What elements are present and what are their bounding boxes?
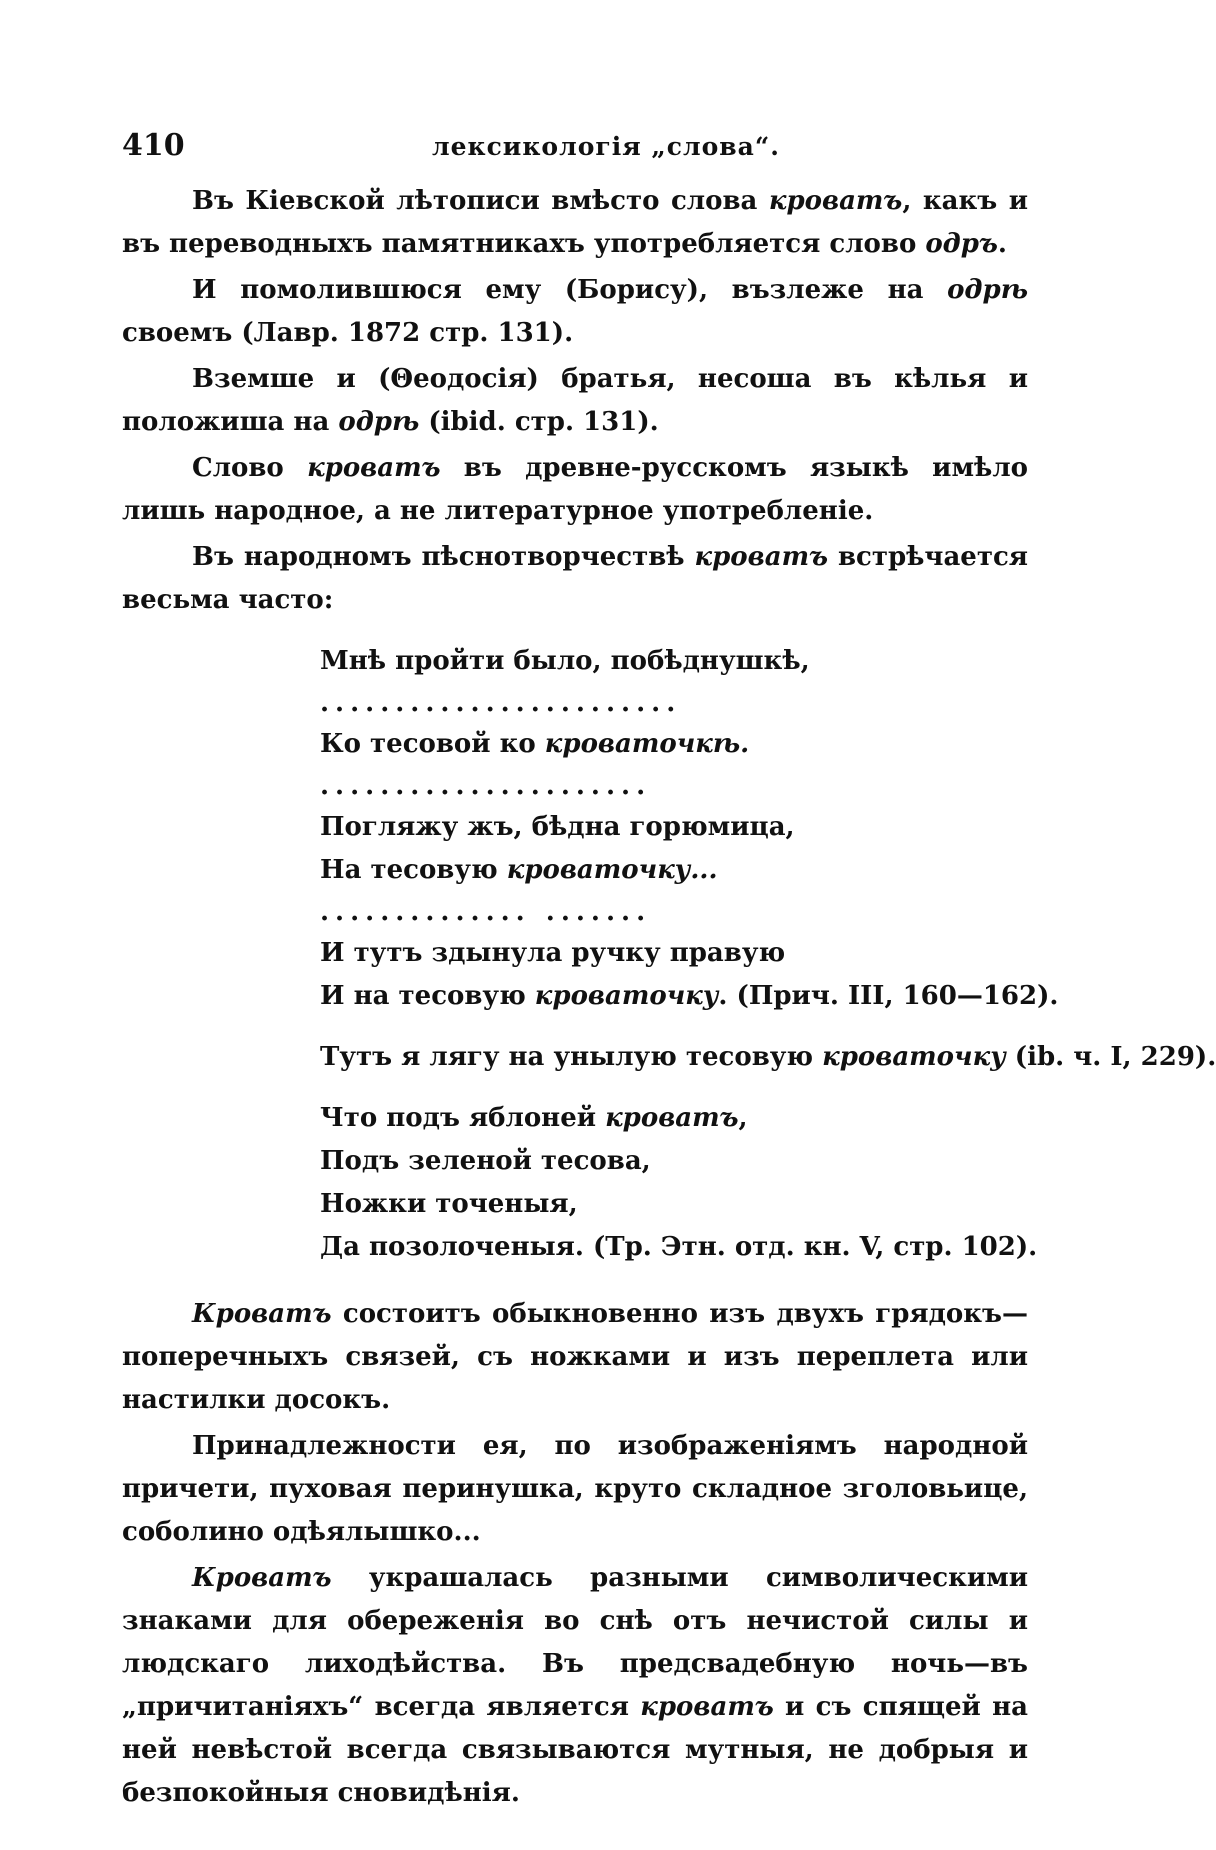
paragraph: Кроватъ украшалась разными символическими знаками для обереженія во снѣ отъ нечистой силы и людскаго лиходѣйства. Въ предсвадебную ночь—въ „причитаніяхъ“ всегда является кроватъ и съ спящей на ней невѣстой всегда связываются мутныя, не добрыя и безпокойныя сновидѣнія. xyxy=(122,1563,1029,1808)
paragraph: Въ народномъ пѣснотворчествѣ кроватъ встрѣчается весьма часто: xyxy=(122,542,1028,615)
ellipsis-line: .............. ....... xyxy=(320,897,652,927)
verse-line: И на тесовую кроваточку. (Прич. III, 160—162). xyxy=(320,981,1059,1011)
paragraph: Принадлежности ея, по изображеніямъ народной причети, пуховая перинушка, круто складное зголовьице, соболино одѣялышко... xyxy=(122,1431,1028,1547)
quote-paragraph: Вземше и (Θеодосія) братья, несоша въ кѣлья и положиша на одрѣ (ibid. стр. 131). xyxy=(122,364,1028,437)
verse-line: На тесовую кроваточку... xyxy=(320,855,718,885)
verse-line: Мнѣ пройти было, побѣднушкѣ, xyxy=(320,646,810,676)
verse-line: И тутъ здынула ручку правую xyxy=(320,938,786,968)
page-number: 410 xyxy=(122,128,185,163)
running-title: лексикологія „слова“. xyxy=(432,132,780,161)
ellipsis-line: ........................ xyxy=(320,688,682,718)
page-header xyxy=(122,128,1017,168)
verse-line: Да позолоченыя. (Тр. Этн. отд. кн. V, стр. 102). xyxy=(320,1232,1038,1262)
verse-line: Подъ зеленой тесова, xyxy=(320,1146,651,1176)
quote-paragraph: И помолившюся ему (Борису), възлеже на одрѣ своемъ (Лавр. 1872 стр. 131). xyxy=(122,275,1028,348)
verse-line: Ножки точеныя, xyxy=(320,1189,578,1219)
paragraph: Въ Кіевской лѣтописи вмѣсто слова кроватъ, какъ и въ переводныхъ памятникахъ употребляется слово одръ. xyxy=(122,186,1028,259)
verse-line: Ко тесовой ко кроваточкѣ. xyxy=(320,729,750,759)
paragraph: Слово кроватъ въ древне-русскомъ языкѣ имѣло лишь народное, а не литературное употребленіе. xyxy=(122,453,1029,526)
verse-line: Тутъ я лягу на унылую тесовую кроваточку (ib. ч. I, 229). xyxy=(320,1042,1216,1072)
verse-line: Погляжу жъ, бѣдна горюмица, xyxy=(320,812,795,842)
verse-line: Что подъ яблоней кроватъ, xyxy=(320,1103,748,1133)
page-body xyxy=(122,180,1216,1818)
ellipsis-line: ...................... xyxy=(320,771,652,801)
verse-block xyxy=(320,640,1216,1269)
paragraph: Кроватъ состоитъ обыкновенно изъ двухъ грядокъ—поперечныхъ связей, съ ножками и изъ переплета или настилки досокъ. xyxy=(122,1299,1028,1415)
